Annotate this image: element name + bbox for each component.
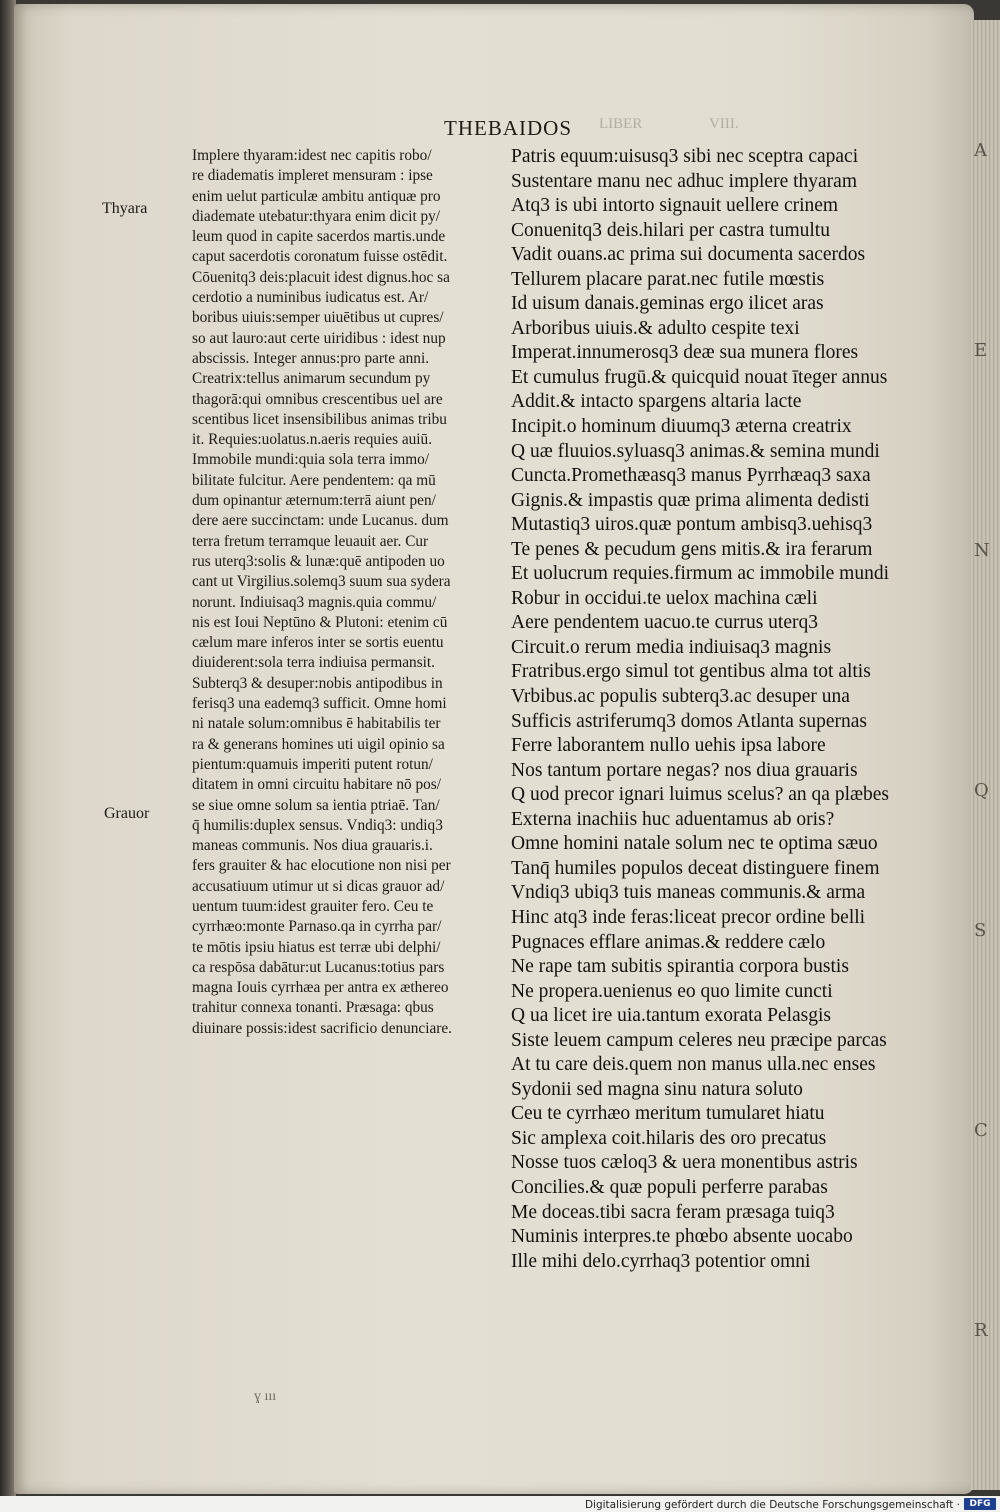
verse-line: Hinc atq3 inde feras:liceat precor ordine belli [511,906,866,928]
verse-line: Q ua licet ire uia.tantum exorata Pelasgis [511,1005,832,1027]
verse-line: Mutastiq3 uiros.quæ pontum ambisq3.uehisq3 [511,514,873,536]
footer-bar [0,1496,1000,1512]
verse-line: Siste leuem campum celeres neu præcipe parcas [511,1029,887,1051]
verse-line: Et cumulus frugū.& quicquid nouat īteger annus [511,366,888,388]
commentary-line: fers grauiter & hac elocutione non nisi per [192,857,451,875]
verse-line: Me doceas.tibi sacra feram præsaga tuiq3 [511,1201,835,1223]
verse-line: Imperat.innumerosq3 deæ sua munera flores [511,342,859,364]
commentary-line: diuiderent:sola terra indiuisa permansit. [192,654,435,672]
verse-line: Q uod precor ignari luimus scelus? an qa plæbes [511,784,889,806]
commentary-line: dum opinantur æternum:terrā aiunt pen/ [192,492,436,510]
book-page [14,4,974,1494]
verse-line: Pugnaces efflare animas.& reddere cælo [511,931,826,953]
verse-line: Vadit ouans.ac prima sui documenta sacerdos [511,244,866,266]
show-through-header-2: VIII. [709,116,739,132]
marginal-note-thyara: Thyara [102,200,148,217]
commentary-line: Immobile mundi:quia sola terra immo/ [192,451,430,469]
commentary-line: thagorā:qui omnibus crescentibus uel are [192,390,443,408]
commentary-line: nis est Ioui Neptūno & Plutoni: etenim cū [192,613,448,631]
commentary-line: terra fretum terramque leuauit aer. Cur [192,532,429,550]
verse-line: Cuncta.Promethæasq3 manus Pyrrhæaq3 saxa [511,465,871,487]
commentary-line: so aut lauro:aut certe uiridibus : idest nup [192,329,446,347]
verse-line: Fratribus.ergo simul tot gentibus alma tot altis [511,661,871,683]
verse-line: Robur in occidui.te uelox machina cæli [511,587,818,609]
verse-line: Tellurem placare parat.nec futile mœstis [511,268,825,290]
verse-line: Numinis interpres.te phœbo absente uocabo [511,1226,853,1248]
commentary-line: abscissis. Integer annus:pro parte anni. [192,349,430,367]
verse-line: Addit.& intacto spargens altaria lacte [511,391,802,413]
verse-line: Concilies.& quæ populi perferre parabas [511,1176,828,1198]
commentary-line: boribus uiuis:semper uiuētibus ut cupres/ [192,309,444,327]
verse-line: Ne propera.uenienus eo quo limite cuncti [511,980,833,1002]
verse-line: Sustentare manu nec adhuc implere thyaram [511,170,857,192]
verse-line: Et uolucrum requies.firmum ac immobile mundi [511,563,890,585]
page-edges: A E N Q S C R [970,20,1000,1490]
commentary-line: Cōuenitq3 deis:placuit idest dignus.hoc sa [192,268,450,286]
verse-line: Tanq̄ humiles populos deceat distinguere finem [511,857,880,879]
verse-line: Nos tantum portare negas? nos diua grauaris [511,759,858,781]
commentary-line: uentum tuum:idest grauiter fero. Ceu te [192,897,434,915]
verse-line: Omne homini natale solum nec te optima sæuo [511,833,878,855]
funding-credit: Digitalisierung gefördert durch die Deutsche Forschungsgemeinschaft · [584,1499,960,1511]
commentary-line: leum quod in capite sacerdos martis.unde [192,228,446,246]
running-head: THEBAIDOS [444,116,572,140]
commentary-line: ra & generans homines uti uigil opinio sa [192,735,445,753]
commentary-line: caput sacerdotis coronatum fuisse ostēdit. [192,248,448,266]
commentary-line: cant ut Virgilius.solemq3 suum sua sydera [192,573,451,591]
commentary-line: diademate utebatur:thyara enim dicit py/ [192,207,441,225]
verse-line: Id uisum danais.geminas ergo ilicet aras [511,293,824,315]
signature-mark: ɣ ııı [254,1389,277,1404]
commentary-line: bilitate fulcitur. Aere pendentem: qa mū [192,471,436,489]
commentary-line: re diadematis impleret mensuram : ipse [192,167,433,185]
commentary-line: maneas communis. Nos diua grauaris.i. [192,837,433,855]
commentary-line: trahitur connexa tonanti. Præsaga: qbus [192,999,434,1017]
verse-line: Gignis.& impastis quæ prima alimenta dedisti [511,489,870,511]
commentary-line: Implere thyaram:idest nec capitis robo/ [192,147,432,164]
marginal-note-grauor: Grauor [104,805,150,822]
verse-line: Externa inachiis huc aduentamus ab oris? [511,808,835,830]
commentary-line: ditatem in omni circuitu habitare nō pos/ [192,776,441,794]
commentary-line: ni natale solum:omnibus ē habitabilis ter [192,715,441,733]
commentary-line: ca respōsa dabātur:ut Lucanus:totius pars [192,958,445,976]
verse-line: Q uæ fluuios.syluasq3 animas.& semina mundi [511,440,880,462]
verse-line: Patris equum:uisusq3 sibi nec sceptra capaci [511,146,859,167]
commentary-line: q̄ humilis:duplex sensus. Vndiq3: undiq3 [192,816,443,834]
dfg-logo: DFG [964,1498,996,1510]
commentary-line: Subterq3 & desuper:nobis antipodibus in [192,674,443,692]
commentary-line: cerdotio a numinibus iudicatus est. Ar/ [192,289,429,307]
verse-line: Aere pendentem uacuo.te currus uterq3 [511,612,818,634]
commentary-line: accusatiuum utimur ut si dicas grauor ad/ [192,877,445,895]
verse-line: Ne rape tam subitis spirantia corpora bustis [511,956,849,978]
verse-line: Ferre laborantem nullo uehis ipsa labore [511,735,826,757]
commentary-line: Creatrix:tellus animarum secundum py [192,370,431,388]
verse-line: At tu care deis.quem non manus ulla.nec enses [511,1054,876,1076]
commentary-line: rus uterq3:solis & lunæ:quē antipoden uo [192,552,445,570]
commentary-line: ferisq3 una eademq3 sufficit. Omne homi [192,695,447,713]
verse-line: Ceu te cyrrhæo meritum tumularet hiatu [511,1103,825,1125]
verse-line: Vrbibus.ac populis subterq3.ac desuper una [511,686,850,708]
verse-line: Conuenitq3 deis.hilari per castra tumultu [511,219,830,241]
commentary-line: cyrrhæo:monte Parnaso.qa in cyrrha par/ [192,918,442,936]
verse-column [511,145,931,1274]
commentary-line: se siue omne solum sa ientia ptriaē. Tan/ [192,796,440,814]
verse-line: Nosse tuos cæloq3 & uera monentibus astris [511,1152,858,1174]
commentary-line: norunt. Indiuisaq3 magnis.quia commu/ [192,593,437,611]
commentary-line: scentibus licet insensibilibus animas tribu [192,410,447,428]
verse-line: Vndiq3 ubiq3 tuis maneas communis.& arma [511,882,866,904]
verse-line: Sic amplexa coit.hilaris des oro precatus [511,1127,827,1149]
verse-line: Te penes & pecudum gens mitis.& ira ferarum [511,538,873,560]
verse-line: Incipit.o hominum diuumq3 æterna creatrix [511,416,852,438]
show-through-header-1: LIBER [599,116,643,132]
commentary-line: te mōtis ipsiu hiatus est terræ ubi delphi/ [192,938,441,956]
verse-line: Sydonii sed magna sinu natura soluto [511,1078,803,1100]
commentary-line: diuinare possis:idest sacrificio denunciare. [192,1019,452,1037]
commentary-column [192,146,507,1039]
verse-line: Sufficis astriferumq3 domos Atlanta supernas [511,710,867,732]
commentary-line: it. Requies:uolatus.n.aeris requies auiū. [192,431,433,449]
verse-line: Atq3 is ubi intorto signauit uellere crinem [511,195,839,217]
verse-line: Ille mihi delo.cyrrhaq3 potentior omni [511,1250,811,1272]
verse-line: Arboribus uiuis.& adulto cespite texi [511,317,800,339]
commentary-line: cælum mare inferos inter se sortis euentu [192,634,444,652]
commentary-line: pientum:quamuis imperiti putent rotun/ [192,755,433,773]
verse-line: Circuit.o rerum media indiuisaq3 magnis [511,636,832,658]
commentary-line: enim uelut particulæ ambitu antiquæ pro [192,187,441,205]
commentary-line: magna Iouis cyrrhæa per antra ex æthereo [192,979,449,997]
commentary-line: dere aere succinctam: unde Lucanus. dum [192,512,449,530]
